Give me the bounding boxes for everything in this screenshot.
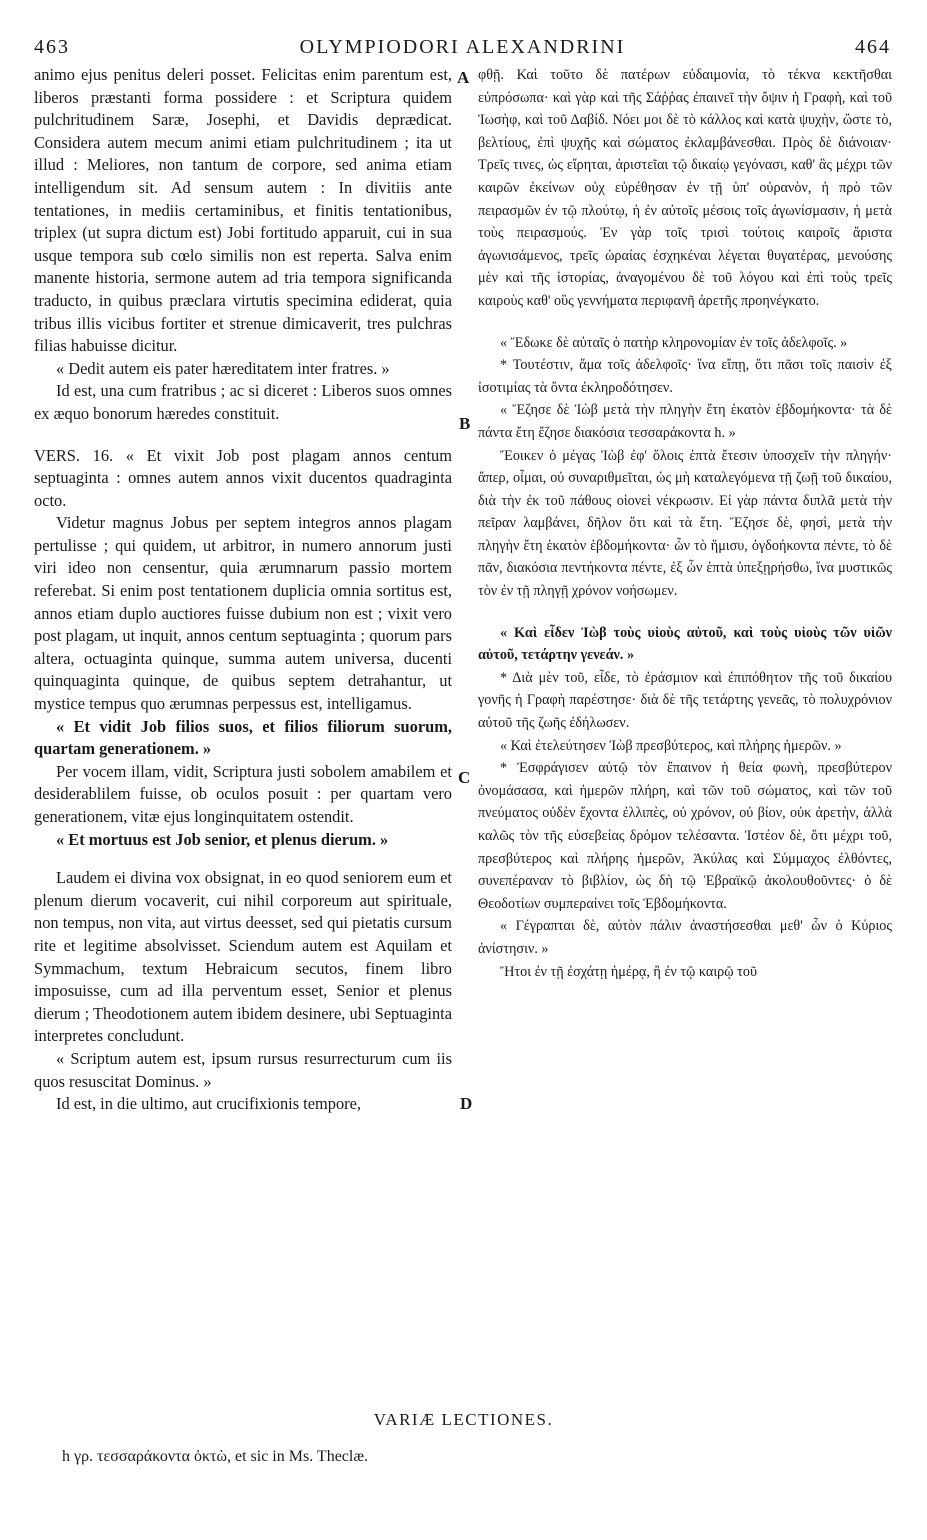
running-title: OLYMPIODORI ALEXANDRINI — [299, 36, 626, 58]
margin-letter-d: D — [460, 1094, 473, 1113]
latin-paragraph: animo ejus penitus deleri posset. Felicitas enim parentum est, liberos præstanti forma possidere : et Scriptura quidem pulchritudinem Saræ, Josephi, et Davidis deprædicat. Considera autem mecum animi etiam pulchritudinem ; ita ut illud : Meliores, non tantum de corpore, sed anima etiam intelligendum sit. Ad sensum autem : In divitiis ante tentationes, in mediis certaminibus, et finitis tentationibus, triplex (ut supra dictum est) Jobi fortitudo apparuit, cui in sua usque tempora sub cœlo similis non est reperta. Salva enim manente historia, sermone autem ad tria tempora significanda traducto, in quibus præclara virtutis specimina ediderat, quia tribus illis vicibus fortiter et strenue dimicaverit, tres pulchras filias habuisse dicitur. — [34, 65, 452, 356]
greek-paragraph: Ἔοικεν ὁ μέγας Ἰὼβ ἐφ' ὅλοις ἑπτὰ ἔτεσιν ὑποσχεῖν τὴν πληγήν· ἅπερ, οἶμαι, οὐ συναριθμεῖται, ὡς μὴ καταλεγόμενα τῇ ζωῇ τοῦ δικαίου, διὰ τὴν ἐκ τοῦ πάθους οἱονεὶ νέκρωσιν. Εἰ γὰρ πάντα διπλᾶ μετὰ τὴν πεῖραν λαμβάνει, δῆλον ὅτι καὶ τὰ ἔτη. Ἔζησε δὲ, φησὶ, μετὰ τὴν πληγὴν ἔτη ἑκατὸν ἑβδομήκοντα· ὧν τὸ ἥμισυ, ὀγδοήκοντα πέντε, τὸ δὲ πᾶν, διακόσια πεντήκοντα πέντε, ἐξ ὧν ἑπτὰ ὑπεξῃρήσθω, ἵνα μυστικῶς τὸν ἐν τῇ πληγῇ χρόνον νοήσωμεν. — [478, 447, 892, 600]
latin-paragraph: Id est, in die ultimo, aut crucifixionis tempore, — [56, 1094, 361, 1114]
variant-note: h γρ. τεσσαράκοντα ὀκτὼ, et sic in Ms. Theclæ. — [62, 1448, 369, 1465]
latin-lemma: « Dedit autem eis pater hæreditatem inter fratres. » — [56, 358, 390, 378]
latin-lemma: « Et mortuus est Job senior, et plenus dierum. » — [56, 829, 389, 849]
greek-lemma: « Ἔζησε δὲ Ἰὼβ μετὰ τὴν πληγὴν ἔτη ἑκατὸν ἑβδομήκοντα· τὰ δὲ πάντα ἔτη ἔζησε διακόσια τεσσαράκοντα h. » — [478, 402, 892, 441]
latin-paragraph: Id est, una cum fratribus ; ac si diceret : Liberos suos omnes ex æquo bonorum hæredes constituit. — [34, 381, 452, 423]
latin-paragraph: Per vocem illam, vidit, Scriptura justi sobolem amabilem et desiderablilem fuisse, ob oculos posuit : per quartam vero generationem, vitæ ejus longinquitatem ostendit. — [34, 761, 452, 826]
page-header — [34, 36, 891, 62]
greek-paragraph: * Διὰ μὲν τοῦ, εἶδε, τὸ ἐράσμιον καὶ ἐπιπόθητον τῆς τοῦ δικαίου γονῆς ἡ Γραφὴ παρέστησε· διὰ δὲ τῆς τετάρτης γενεᾶς, τὸ πολυχρόνιον αὐτοῦ τῆς ζωῆς ἐδήλωσεν. — [478, 669, 892, 732]
greek-paragraph: * Τουτέστιν, ἅμα τοῖς ἀδελφοῖς· ἵνα εἴπῃ, ὅτι πᾶσι τοῖς παισὶν ἐξ ἰσοτιμίας τὰ ὄντα ἐκληροδότησεν. — [478, 357, 892, 396]
greek-lemma: « Καὶ εἶδεν Ἰὼβ τοὺς υἱοὺς αὐτοῦ, καὶ τοὺς υἱοὺς τῶν υἱῶν αὐτοῦ, τετάρτην γενεάν. » — [478, 624, 892, 664]
greek-lemma: « Καὶ ἐτελεύτησεν Ἰὼβ πρεσβύτερος, καὶ πλήρης ἡμερῶν. » — [500, 737, 842, 754]
latin-lemma: « Scriptum autem est, ipsum rursus resurrecturum cum iis quos resuscitat Dominus. » — [34, 1048, 452, 1091]
greek-column — [478, 64, 892, 983]
variae-lectiones-title: VARIÆ LECTIONES. — [373, 1410, 554, 1429]
margin-letter-c: C — [458, 768, 471, 787]
latin-lemma: « Et vidit Job filios suos, et filios filiorum suorum, quartam generationem. » — [34, 716, 452, 759]
greek-paragraph: * Ἐσφράγισεν αὐτῷ τὸν ἔπαινον ἡ θεία φωνὴ, πρεσβύτερον ὀνομάσασα, καὶ ἡμερῶν πλήρη, καὶ τῶν τοῦ σώματος, καὶ τῶν τοῦ πνεύματος οὐδὲν ἔχοντα ἐλλιπὲς, οὐ χρόνον, οὐ βίον, οὐκ ἀρετὴν, ἀλλὰ καλῶς τὸν τῆς εὐσεβείας δρόμον τελέσαντα. Ἰστέον δὲ, ὅτι μέχρι τοῦ, πρεσβύτερος καὶ πλήρης ἡμερῶν, Ἀκύλας καὶ Σύμμαχος ἐλθόντες, συνεπέραναν τὸ βιβλίον, ὡς δὴ τῷ Ἑβραϊκῷ ἀκολουθοῦντες· ὁ δὲ Θεοδοτίων συμπεραίνει τοῖς Ἑβδομήκοντα. — [478, 760, 892, 912]
latin-paragraph: Laudem ei divina vox obsignat, in eo quod seniorem eum et plenum dierum vocaverit, cui nihil corporeum aut spirituale, non tempus, non vita, aut virtus deesset, sed qui pietatis cursum rite et legitime absolvisset. Sciendum autem est Aquilam et Symmachum, textum Hebraicum secutos, finem libro imposuisse, cum ad illa perventum esset, Senior et plenus dierum ; Theodotionem autem ibidem desinere, ubi Septuaginta interpretes concludunt. — [34, 868, 452, 1046]
greek-lemma: « Γέγραπται δὲ, αὐτὸν πάλιν ἀναστήσεσθαι μεθ' ὧν ὁ Κύριος ἀνίστησιν. » — [478, 918, 892, 957]
margin-letter-b: B — [459, 414, 471, 433]
latin-verse-heading: VERS. 16. « Et vixit Job post plagam annos centum septuaginta : omnes autem annos vixit ducentos quadraginta octo. — [34, 445, 452, 510]
margin-letter-a: A — [457, 68, 470, 87]
page-number-right: 464 — [855, 36, 891, 58]
greek-lemma: « Ἔδωκε δὲ αὐταῖς ὁ πατὴρ κληρονομίαν ἐν τοῖς ἀδελφοῖς. » — [500, 334, 848, 351]
greek-paragraph: Ἤτοι ἐν τῇ ἐσχάτῃ ἡμέρᾳ, ἢ ἐν τῷ καιρῷ τοῦ — [500, 963, 757, 980]
latin-paragraph: Videtur magnus Jobus per septem integros annos plagam pertulisse ; qui quidem, ut arbitror, in numero annorum justi viri ideo non censentur, quia ærumnarum passio mortem referebat. Si enim post tentationem duplicia omnia sortitus est, annos etiam duplo auctiores fuisse dubium non est ; vixit vero post plagam, ut inquit, annos centum septuaginta ; quorum pars altera, octuaginta quinque, summa autem universa, ducenti quinquaginta quinque, de quibus septem detrahantur, ut mystice tempus quo ærumnas perpessus est, intelligamus. — [34, 513, 452, 714]
page-number-left: 463 — [34, 36, 70, 58]
latin-column — [34, 64, 452, 1116]
greek-paragraph: φθῇ. Καὶ τοῦτο δὲ πατέρων εὐδαιμονία, τὸ τέκνα κεκτῆσθαι εὐπρόσωπα· καὶ γὰρ καὶ τῆς Σάῤῥας ἐπαινεῖ τὴν ὄψιν ἡ Γραφὴ, καὶ τοῦ Ἰωσὴφ, καὶ τοῦ Δαβίδ. Νόει μοι δὲ τὸ κάλλος καὶ κατὰ ψυχὴν, ὥστε τὸ, βελτίους, ἐπὶ ψυχῆς καὶ σώματος ἐκλαμβάνεσθαι. Πρὸς δὲ διάνοιαν· Τρεῖς τινες, ὡς εἴρηται, ἀριστεῖαι τῷ δικαίῳ γεγόνασι, καθ' ἃς μέχρι τῶν καιρῶν ἐκείνων οὐχ εὑρέθησαν ἐν τῇ ὑπ' οὐρανὸν, ἡ πρὸ τῶν πειρασμῶν ἐν τῷ πλούτῳ, ἡ ἐν αὐτοῖς μέσοις τοῖς ἀγωνίσμασιν, ἡ μετὰ τοὺς πειρασμούς. Ἐν γὰρ τοῖς τρισὶ τούτοις καιροῖς ἄριστα ἀγωνισάμενος, τρεῖς ὡραίας ἐσχηκέναι λέγεται θυγατέρας, μενούσης μὲν καὶ τῆς ἱστορίας, ἀναγομένου δὲ τοῦ λόγου καὶ ἐπὶ τοὺς τρεῖς καιροὺς καθ' οὓς γεννήματα περιφανῆ ἀρετῆς προηνέγκατο. — [478, 67, 892, 309]
